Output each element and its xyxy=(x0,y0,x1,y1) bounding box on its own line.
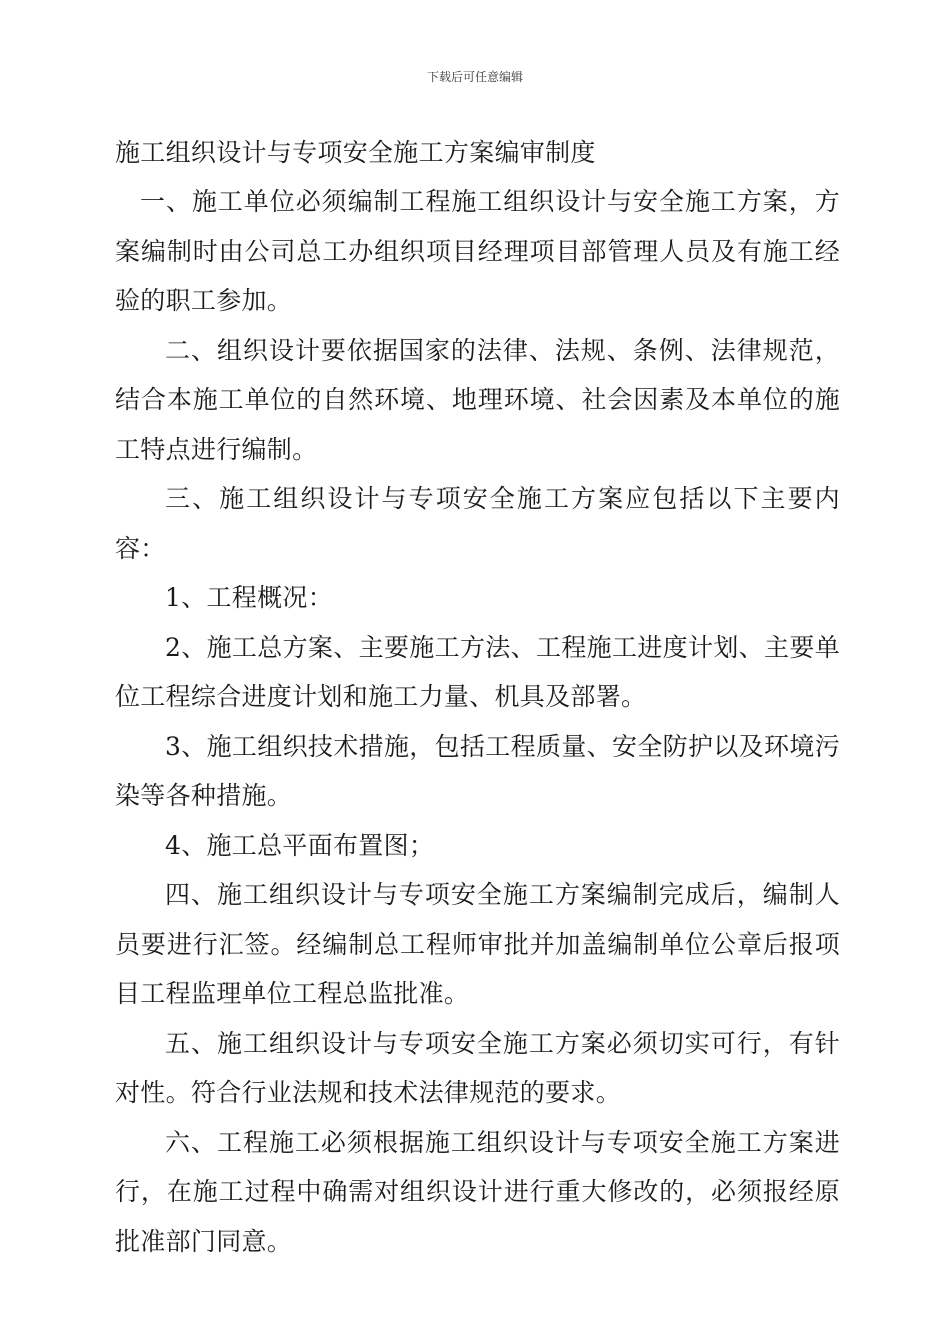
paragraph: 3、施工组织技术措施，包括工程质量、安全防护以及环境污染等各种措施。 xyxy=(115,731,840,810)
document-body xyxy=(115,128,840,1266)
paragraph: 1、工程概况： xyxy=(165,583,334,612)
paragraph: 六、工程施工必须根据施工组织设计与专项安全施工方案进行，在施工过程中确需对组织设计进行重大修改的，必须报经原批准部门同意。 xyxy=(115,1127,840,1256)
paragraph: 五、施工组织设计与专项安全施工方案必须切实可行，有针对性。符合行业法规和技术法律规范的要求。 xyxy=(115,1028,840,1107)
document-title: 施工组织设计与专项安全施工方案编审制度 xyxy=(115,138,596,167)
paragraph: 二、组织设计要依据国家的法律、法规、条例、法律规范，结合本施工单位的自然环境、地理环境、社会因素及本单位的施工特点进行编制。 xyxy=(115,335,840,464)
page-header: 下载后可任意编辑 xyxy=(426,70,523,84)
paragraph: 四、施工组织设计与专项安全施工方案编制完成后，编制人员要进行汇签。经编制总工程师审批并加盖编制单位公章后报项目工程监理单位工程总监批准。 xyxy=(115,880,840,1008)
paragraph: 2、施工总方案、主要施工方法、工程施工进度计划、主要单位工程综合进度计划和施工力量、机具及部署。 xyxy=(115,632,840,711)
paragraph: 4、施工总平面布置图； xyxy=(165,830,435,860)
paragraph: 一、施工单位必须编制工程施工组织设计与安全施工方案，方案编制时由公司总工办组织项目经理项目部管理人员及有施工经验的职工参加。 xyxy=(115,187,840,315)
paragraph: 三、施工组织设计与专项安全施工方案应包括以下主要内容： xyxy=(115,484,840,563)
